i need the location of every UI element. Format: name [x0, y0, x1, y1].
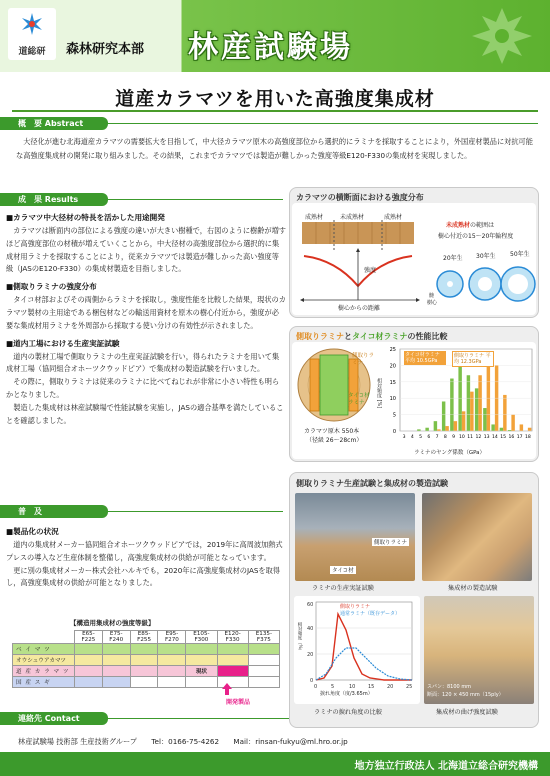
photo2-caption: 集成材の製造試験	[448, 585, 498, 592]
twist-y-tick: 20	[307, 652, 314, 658]
photo1-caption: ラミナの生産実証試験	[312, 585, 374, 592]
twist-legend-normal: 通常ラミナ（既存データ）	[340, 611, 401, 617]
y-tick-label: 10	[389, 396, 396, 403]
fig2-y-axis-label: 相対頻度 [%]	[376, 378, 382, 409]
x-tick-label: 18	[524, 435, 531, 440]
photo-glulam-manufacturing	[422, 493, 532, 581]
histogram-bar	[511, 415, 514, 431]
twist-y-label: 相対頻度（%）	[297, 622, 302, 654]
figure1-title: カラマツの横断面における強度分布	[296, 193, 424, 202]
arrow-up-icon	[218, 683, 248, 697]
grade-col-2: E75-F240	[102, 631, 130, 644]
x-tick-label: 13	[483, 435, 490, 440]
snowflake-logo-icon	[20, 12, 44, 36]
fig1-core: 樹心	[427, 300, 438, 306]
page-title: 道産カラマツを用いた高強度集成材	[115, 88, 435, 110]
x-tick-label: 5	[419, 435, 423, 440]
x-tick-label: 15	[500, 435, 507, 440]
twist-x-label: 捩れ角度（度/3.65m）	[320, 691, 373, 697]
dev-product-label: 開発製品	[226, 699, 251, 706]
note-red: 未成熟材	[446, 222, 471, 229]
x-tick-label: 16	[508, 435, 515, 440]
row-label: 道 産 カ ラ マ ツ	[13, 666, 75, 677]
y-tick-label: 5	[392, 412, 396, 419]
row-label: ベ イ マ ツ	[13, 644, 75, 655]
twist-caption: ラミナの捩れ角度の比較	[314, 709, 383, 716]
histogram-bar	[467, 375, 470, 431]
table-cell	[186, 644, 217, 655]
histogram-bar	[462, 411, 465, 431]
row-label: 国 産 ス ギ	[13, 677, 75, 688]
fig1-x-label: 樹心からの距離	[338, 305, 381, 312]
table-cell	[158, 644, 186, 655]
fig2-title-side: 側取りラミナ	[296, 332, 344, 341]
fig2-title-rest: の性能比較	[407, 332, 448, 341]
results-heading-3: ■道内工場における生産実証試験	[6, 338, 120, 348]
histogram-bar	[528, 428, 531, 431]
org-name: 森林研究本部	[66, 42, 145, 57]
table-cell	[158, 666, 186, 677]
results-text-3c: 製造した集成材は林産試験場で性能試験を実施し，JASの適合基準を満たしていることを確認しました。	[6, 402, 284, 425]
table-caption: 【構造用集成材の強度等級】	[70, 619, 155, 627]
table-cell	[158, 677, 186, 688]
fig1-note	[446, 220, 494, 229]
table-cell	[248, 666, 279, 677]
table-cell	[158, 655, 186, 666]
section-dissemination: 普 及 Dissemination	[0, 505, 108, 518]
table-cell	[102, 677, 130, 688]
section-line	[108, 199, 283, 200]
results-para-1	[6, 225, 286, 276]
grade-col-1: E65-F225	[75, 631, 103, 644]
grade-col-7: E135-F375	[248, 631, 279, 644]
histogram-bar	[503, 395, 506, 431]
photo1-tag-side: 側取りラミナ	[374, 540, 408, 546]
histogram-bar	[425, 428, 428, 431]
twist-y-tick: 0	[310, 678, 314, 684]
grade-col-5: E105-F300	[186, 631, 217, 644]
histogram-bar	[475, 388, 478, 431]
twist-x-tick: 15	[368, 684, 375, 690]
histogram-bar	[437, 429, 440, 431]
grade-col-6: E120-F330	[217, 631, 248, 644]
photo3-spec1: スパン：8100 mm	[427, 684, 472, 690]
fig1-note-line2: 樹心付近の15～20年輪程度	[438, 233, 514, 240]
histogram-bar	[458, 362, 461, 431]
photo1-tag-taiko: タイコ材	[332, 568, 354, 574]
photo3-caption: 集成材の曲げ強度試験	[436, 709, 498, 716]
x-tick-label: 14	[491, 435, 498, 440]
twist-y-tick: 40	[307, 626, 314, 632]
x-ticks	[403, 434, 531, 440]
abstract-paragraph: 大径化が進む北海道産カラマツの需要拡大を目指して，中大径カラマツ原木の高強度部位から選択的にラミナを採取することにより，外国産材製品に対抗可能な高強度集成材の開発に取り組みました。その結果，これまでカラマツでは製造が難しかった強度等級E120-F330の集成材を実現しました。	[16, 137, 533, 160]
x-tick-label: 4	[410, 435, 414, 440]
log-rings-diagram	[428, 260, 536, 312]
table-cell	[130, 644, 158, 655]
results-para-3	[6, 351, 286, 428]
table-cell	[248, 644, 279, 655]
twist-x-tick: 20	[387, 684, 394, 690]
histogram-bar	[500, 428, 503, 431]
grade-table	[12, 630, 280, 688]
x-tick-label: 9	[452, 435, 456, 440]
twist-x-tick: 5	[331, 684, 335, 690]
twist-legend-side: 側取りラミナ	[340, 604, 371, 610]
legend-taiko: タイコ材ラミナ 平均 10.5GPa	[404, 351, 446, 365]
fig1-pith: 髄	[429, 293, 435, 299]
snowflake-decoration-icon	[462, 4, 542, 68]
section-abstract: 概 要 Abstract	[0, 117, 108, 130]
fig2-x-axis-label: ラミナのヤング係数（GPa）	[414, 450, 486, 456]
fig1-age-50: 50年生	[510, 251, 530, 258]
x-tick-label: 6	[427, 435, 431, 440]
note-text: の範囲は	[470, 222, 495, 229]
x-tick-label: 12	[475, 435, 482, 440]
table-cell	[130, 666, 158, 677]
logo-text: 道総研	[18, 47, 46, 57]
row-label: オウシュウアカマツ	[13, 655, 75, 666]
x-tick-label: 17	[516, 435, 523, 440]
table-cell	[102, 666, 130, 677]
histogram-bar	[478, 375, 481, 431]
table-row	[13, 655, 280, 666]
y-tick-label: 20	[389, 363, 396, 370]
table-row	[13, 644, 280, 655]
fig1-y-label: 強度	[364, 267, 377, 274]
table-cell	[75, 655, 103, 666]
section-line	[108, 123, 538, 124]
table-row	[13, 666, 280, 677]
section-line	[108, 511, 283, 512]
table-cell	[130, 677, 158, 688]
table-cell	[75, 644, 103, 655]
twist-x-tick: 0	[314, 684, 318, 690]
histogram-bar	[520, 424, 523, 431]
y-tick-label: 25	[389, 347, 396, 353]
table-cell	[102, 644, 130, 655]
dissemination-heading: ■製品化の状況	[6, 527, 59, 536]
dissemination-text-1: 道内の集成材メーカー協同組合オホーツクウッドピアでは，2019年に高周波加熱式プレスの導入など生産体制を整備し，高強度集成材の供給が可能となっています。	[6, 540, 283, 562]
results-heading-1: ■カラマツ中大径材の特長を活かした用途開発	[6, 213, 165, 222]
histogram-bar	[470, 392, 473, 431]
figure2-title	[296, 331, 448, 342]
fig2-side-label: 側取りラミナ	[352, 353, 375, 366]
histogram-bar	[450, 379, 453, 431]
table-cell	[102, 655, 130, 666]
figure3-title: 側取りラミナ生産試験と集成材の製造試験	[296, 479, 448, 488]
table-cell	[75, 677, 103, 688]
histogram-bar	[434, 421, 437, 431]
table-cell	[130, 655, 158, 666]
y-tick-label: 0	[392, 429, 396, 435]
x-tick-label: 10	[458, 435, 465, 440]
section-results: 成 果 Results	[0, 193, 108, 206]
table-cell	[217, 655, 248, 666]
results-heading-2: ■側取りラミナの強度分布	[6, 282, 97, 292]
dissemination-para	[6, 539, 286, 590]
histogram-bar	[445, 426, 448, 431]
fig1-label-mature-right: 成熟材	[384, 214, 403, 221]
x-tick-label: 8	[443, 435, 447, 440]
histogram-bar	[483, 408, 486, 431]
strength-curve-diagram	[296, 220, 424, 308]
grade-col-3: E85-F255	[130, 631, 158, 644]
fig2-title-taiko: タイコ材ラミナ	[352, 332, 408, 341]
dissemination-body	[6, 526, 286, 590]
fig1-label-mature-left: 成熟材	[305, 214, 324, 221]
histogram-bar	[487, 362, 490, 431]
table-cell	[186, 677, 217, 688]
table-cell	[75, 666, 103, 677]
histogram-bar	[442, 401, 445, 431]
fig1-age-20: 20年生	[443, 255, 463, 262]
fig1-label-immature: 未成熟材	[340, 214, 365, 221]
table-cell	[217, 644, 248, 655]
histogram-bar	[491, 424, 494, 431]
x-tick-label: 3	[402, 435, 406, 440]
results-para-2	[6, 294, 286, 332]
current-cell: 現状	[186, 666, 217, 677]
fig2-title-and: と	[344, 332, 352, 341]
x-tick-label: 7	[435, 435, 439, 440]
lab-name: 林産試験場	[188, 30, 353, 65]
results-body	[6, 212, 286, 427]
y-tick-label: 15	[389, 379, 396, 386]
grade-col-4: E95-F270	[158, 631, 186, 644]
fig2-taiko-label: タイコ材ラミナ	[348, 393, 370, 406]
dissemination-text-2: 更に別の集成材メーカー株式会社ハルキでも，2020年に高強度集成材のJASを取得し，高強度集成材の供給が可能となりました。	[6, 565, 280, 588]
twist-x-tick: 10	[349, 684, 356, 690]
fig2-log-caption2: （径級 26～28cm）	[306, 437, 363, 444]
legend-side: 側取りラミナ 平均 12.3GPa	[452, 351, 494, 367]
table-cell	[248, 655, 279, 666]
footer-text: 地方独立行政法人 北海道立総合研究機構	[354, 761, 538, 772]
contact-text: 林産試験場 技術部 生産技術グループ Tel：0166-75-4262 Mail：rinsan-fukyu@ml.hro.or.jp	[18, 737, 348, 746]
section-contact: 連絡先 Contact	[0, 712, 108, 725]
histogram-bar	[454, 421, 457, 431]
results-text-3a: 道内の製材工場で側取りラミナの生産実証試験を行い，得られたラミナを用いて集成材工場（協同組合オホーツクウッドピア）で集成材の製造試験を行いました。	[6, 351, 280, 374]
x-tick-label: 11	[467, 435, 474, 440]
fig1-age-30: 30年生	[476, 253, 496, 260]
twist-y-tick: 60	[307, 602, 314, 608]
abstract-text	[16, 135, 536, 162]
table-corner	[13, 631, 75, 644]
results-text-3b: その際に，側取りラミナは従来のラミナに比べてねじれが非常に小さい特性も明らかとなりました。	[6, 377, 280, 399]
table-cell	[248, 677, 279, 688]
title-underline	[12, 110, 538, 112]
histogram-bar	[417, 429, 420, 431]
photo3-spec2: 断面：120 × 450 mm（15ply）	[427, 692, 504, 698]
results-text-1: カラマツは断面内の部位による強度の違いが大きい樹種で，右図のように樹齢が増すほど高強度部位の材積が増えていくことから，中大径材の高強度部位から選択的に集成材用ラミナを採取することにより，従来カラマツでは製造が難しかった高い強度等級（JASのE120-F330）の集成材製造を目指しました。	[6, 226, 286, 274]
table-header-row	[13, 631, 280, 644]
fig2-log-caption1: カラマツ原木 550本	[304, 428, 360, 435]
twist-x-tick: 25	[406, 684, 413, 690]
table-cell	[186, 655, 217, 666]
results-text-2: タイコ材部およびその両側からラミナを採取し，強度性能を比較した結果，現状のカラマツ製材の主用途である梱包材などの輸送用資材を原木の樹心付近から，強度が必要な集成材用ラミナを外周部から採取する使い分けの有効性が示されました。	[6, 295, 286, 330]
dev-cell	[217, 666, 248, 677]
